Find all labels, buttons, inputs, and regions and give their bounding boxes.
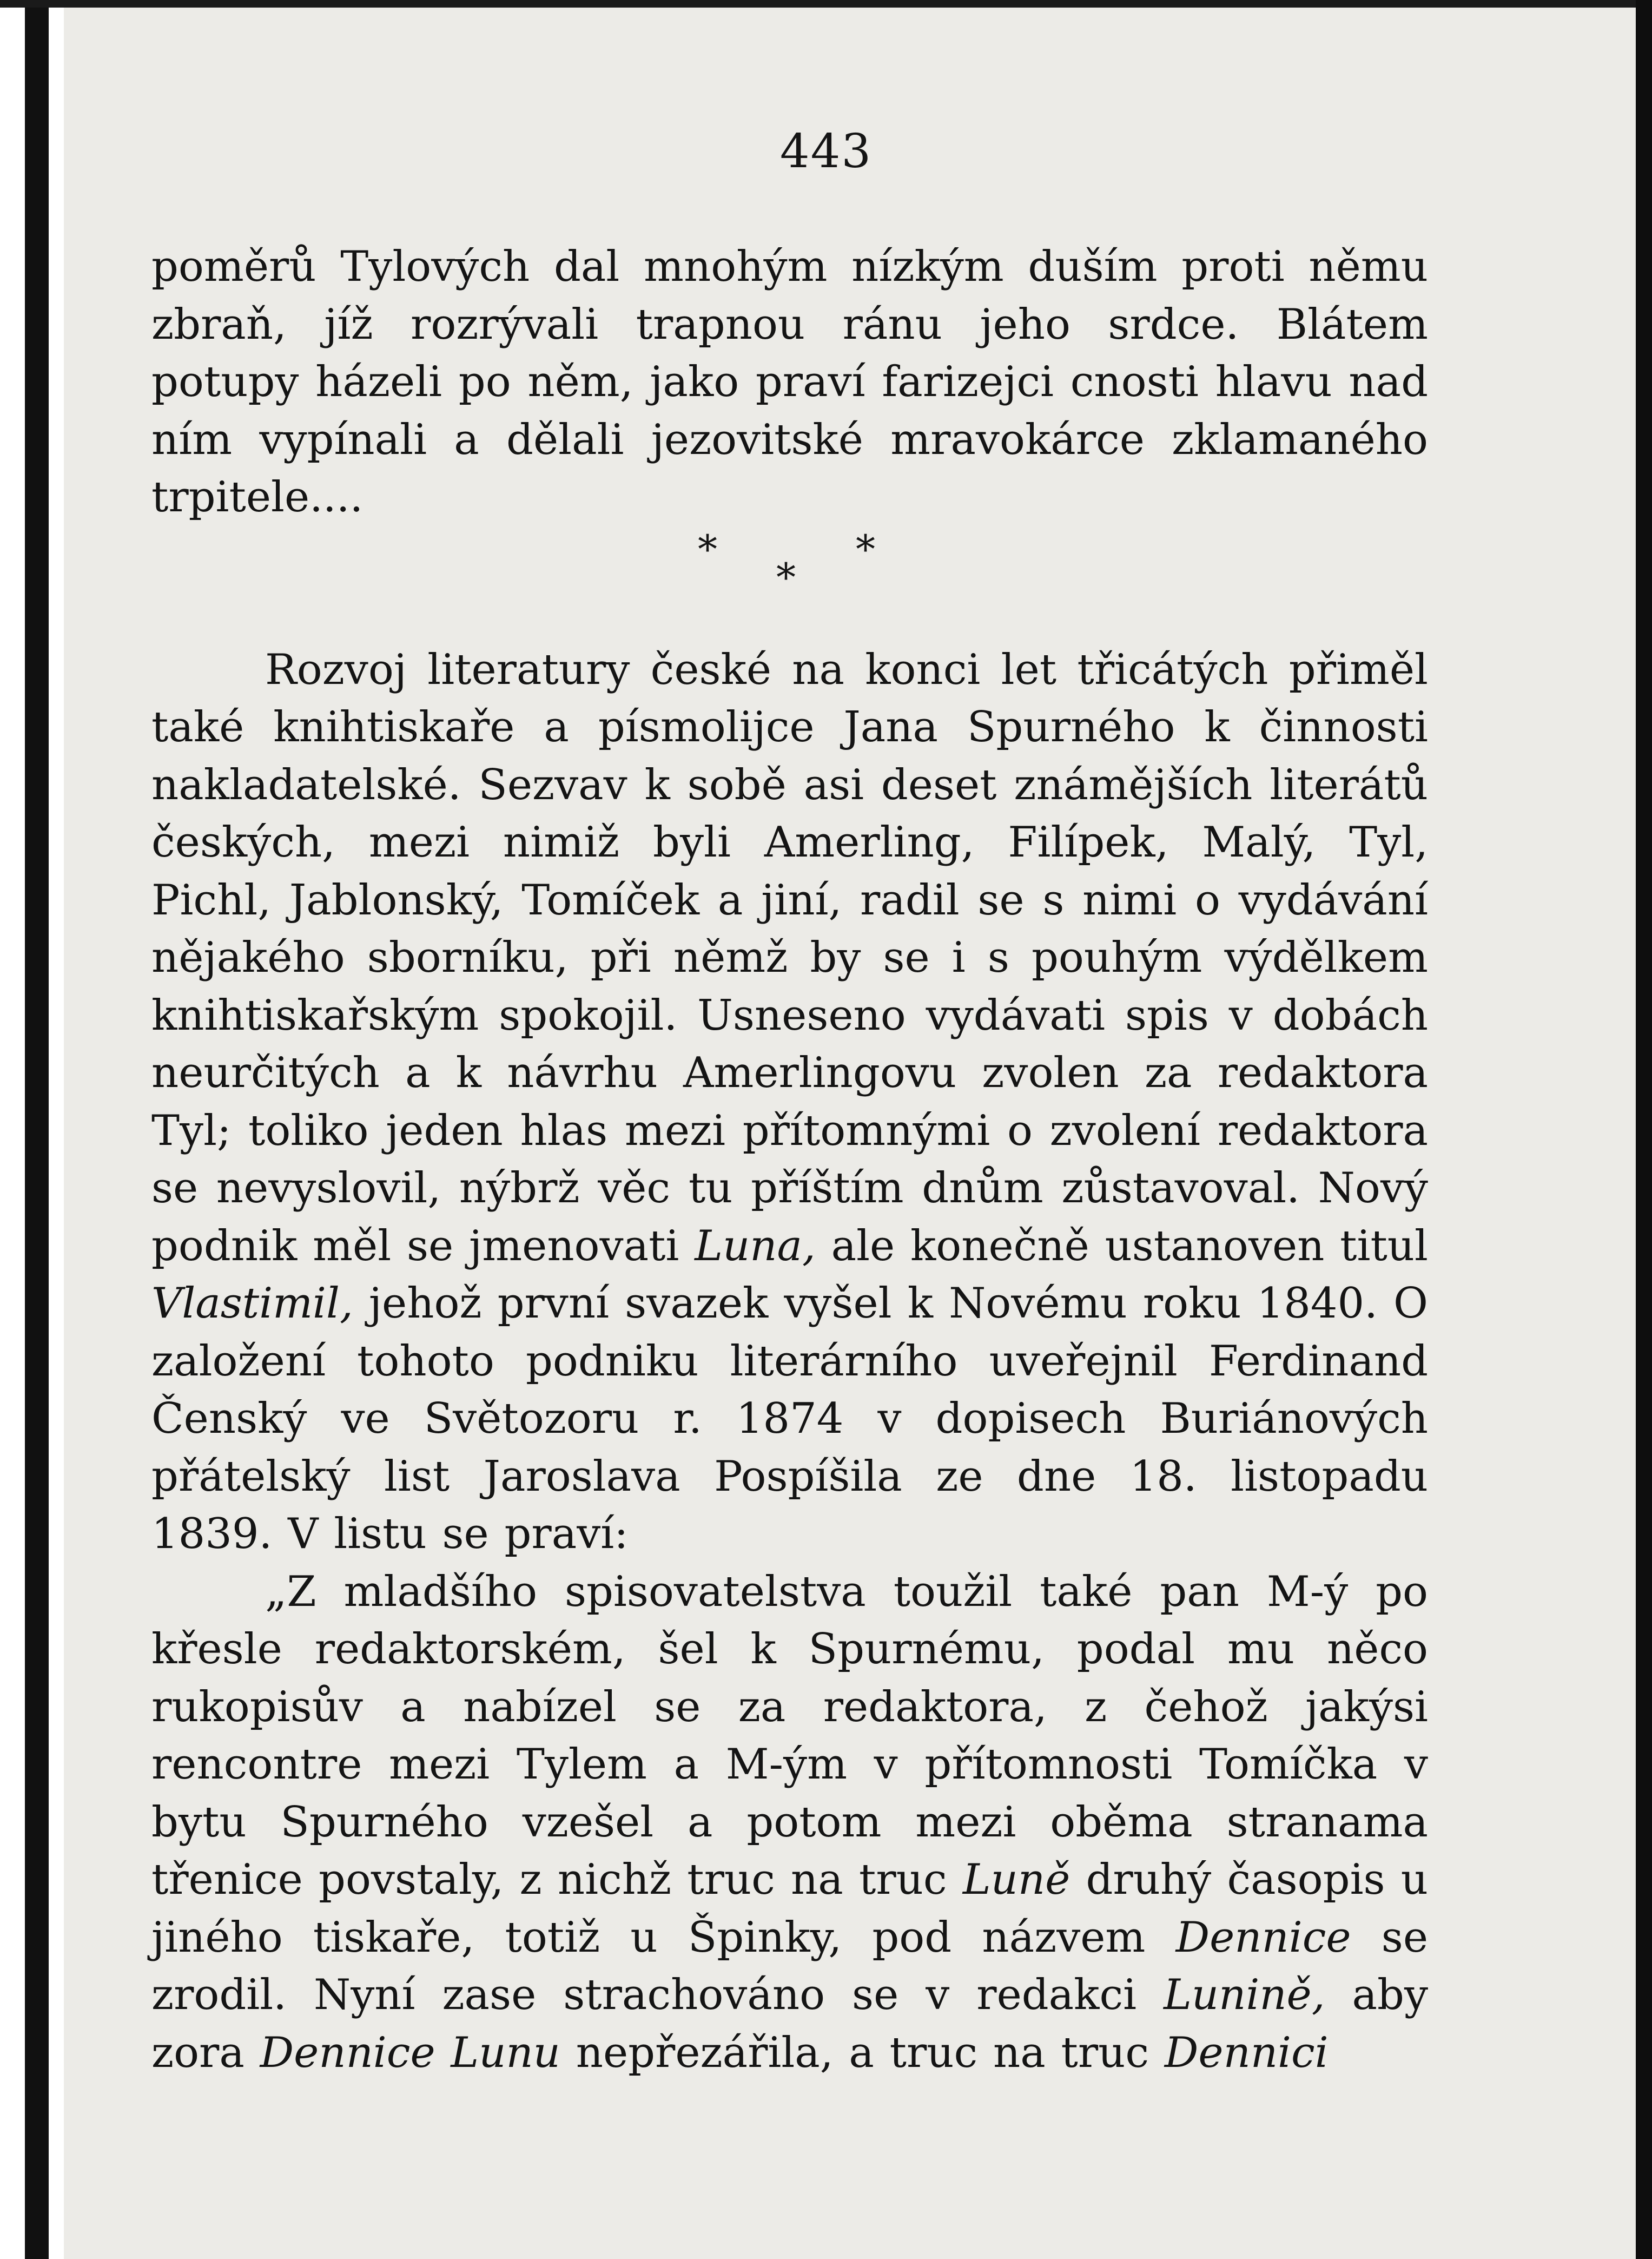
title-dennice-second: Dennice [260,2028,435,2077]
page-text [151,238,1428,2082]
title-lune: Luně [962,1855,1071,1904]
scan-edge-right [1636,0,1652,2259]
quote-paragraph [151,1563,1428,2082]
main-paragraph-end: jehož první svazek vyšel k Novému roku 1840. O založení tohoto podniku literárního uveřejnil Ferdinand Čenský ve Světozoru r. 1874 v dopisech Buriánových přátelský list Jaroslava Pospíšila ze dne 18. listopadu 1839. V listu se praví: [151,1279,1428,1558]
page-number: 443 [779,124,873,179]
quote-text-middle-4: nepřezářila, a truc na truc [576,2028,1149,2077]
scan-edge-top [0,0,1652,8]
quote-text-middle-3: aby zora [151,1971,1429,2077]
main-paragraph [151,641,1428,1563]
title-dennice: Dennice [1175,1913,1351,1962]
title-vlastimil: Vlastimil, [151,1279,353,1328]
section-break-asterism [151,526,1428,641]
title-luna: Luna, [695,1221,816,1270]
main-paragraph-text: Rozvoj literatury české na konci let třicátých přiměl také knihtiskaře a písmolijce Jana Spurného k činnosti nakladatelské. Sezvav k sobě asi deset známějších literátů českých, mezi nimiž byli Amerling, Filípek, Malý, Tyl, Pichl, Jablonský, Tomíček a jiní, radil se s nimi o vydávání nějakého sborníku, při němž by se i s pouhým výdělkem knihtiskařským spokojil. Usneseno vydávati spis v dobách neurčitých a k návrhu Amerlingovu zvolen za redaktora Tyl; toliko jeden hlas mezi přítomnými o zvolení redaktora se nevyslovil, nýbrž věc tu příštím dnům zůstavoval. Nový podnik měl se jmenovati [151,645,1428,1270]
title-dennici: Dennici [1164,2028,1329,2077]
main-paragraph-middle: ale konečně ustanoven titul [831,1221,1428,1270]
asterism-star-bottom: * [776,554,796,600]
asterism-star-right: * [856,526,875,572]
intro-paragraph: poměrů Tylových dal mnohým nízkým duším proti němu zbraň, jíž rozrývali trapnou ránu jeho srdce. Blátem potupy házeli po něm, jako praví farizejci cnosti hlavu nad ním vypínali a dělali jezovitské mravokárce zklamaného trpitele.... [151,242,1428,522]
quote-text-middle-2: se zrodil. Nyní zase strachováno se v redakci [151,1913,1428,2019]
title-lunu: Lunu [451,2028,560,2077]
title-lunine: Lunině, [1164,1971,1325,2019]
quote-text-start: „Z mladšího spisovatelstva toužil také pan M-ý po křesle redaktorském, šel k Spurnému, podal mu něco rukopisův a nabízel se za redaktora, z čehož jakýsi rencontre mezi Tylem a M-ým v přítomnosti Tomíčka v bytu Spurného vzešel a potom mezi oběma stranama třenice povstaly, z nichž truc na truc [151,1567,1428,1904]
scan-binding-shadow [25,0,49,2259]
quote-text-middle-1: druhý časopis u jiného tiskaře, totiž u Špinky, pod názvem [151,1855,1429,1962]
asterism-star-left: * [698,526,717,572]
